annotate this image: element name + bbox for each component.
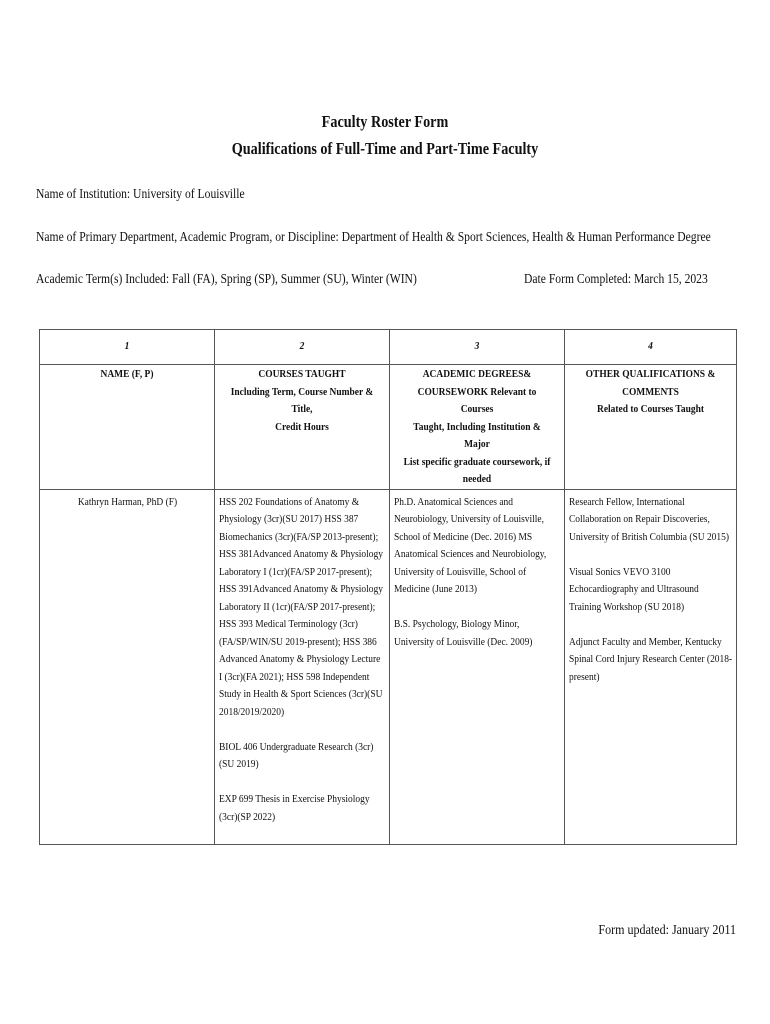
- header-name: NAME (F, P): [100, 368, 154, 380]
- form-updated-footer: Form updated: January 2011: [598, 923, 736, 938]
- courses-taught: [219, 494, 386, 827]
- course-entry: BIOL 406 Undergraduate Research (3cr)(SU 2019): [219, 740, 374, 770]
- column-number: 2: [299, 340, 305, 353]
- header-degrees-line: Taught, Including Institution & Major: [413, 420, 541, 450]
- date-completed: Date Form Completed: March 15, 2023: [524, 271, 708, 286]
- faculty-roster-table: [39, 329, 737, 845]
- qualification-entry: Visual Sonics VEVO 3100 Echocardiography and Ultrasound Training Workshop (SU 2018): [569, 565, 699, 613]
- header-degrees-line: ACADEMIC DEGREES&: [422, 368, 532, 380]
- header-degrees: [402, 366, 552, 489]
- header-qualifications-line: Related to Courses Taught: [597, 403, 704, 415]
- qualification-entry: Research Fellow, International Collaboration on Repair Discoveries, University of British Columbia (SU 2015): [569, 495, 730, 543]
- header-row: [40, 365, 737, 490]
- form-title: Faculty Roster Form: [321, 112, 449, 131]
- form-subtitle: Qualifications of Full-Time and Part-Time Faculty: [231, 139, 539, 158]
- academic-degrees: [394, 494, 561, 652]
- faculty-name: Kathryn Harman, PhD (F): [77, 495, 178, 508]
- course-entry: HSS 202 Foundations of Anatomy & Physiology (3cr)(SU 2017) HSS 387 Biomechanics (3cr)(FA/SP 2013-present); HSS 381Advanced Anatomy & Physiology Laboratory I (1cr)(FA/SP 2017-present); HSS 391Advanced Anatomy & Physiology Laboratory II (1cr)(FA/SP 2017-present); HSS 393 Medical Terminology (3cr)(FA/SP/WIN/SU 2019-present); HSS 386 Advanced Anatomy & Physiology Lecture I (3cr)(FA 2021); HSS 598 Independent Study in Health & Sport Sciences (3cr)(SU 2018/2019/2020): [219, 495, 383, 718]
- header-degrees-line: List specific graduate coursework, if: [403, 455, 551, 468]
- course-entry: EXP 699 Thesis in Exercise Physiology (3cr)(SP 2022): [219, 793, 370, 823]
- header-degrees-line: COURSEWORK Relevant to Courses: [417, 385, 537, 415]
- header-courses-line: Including Term, Course Number & Title,: [230, 385, 374, 415]
- degree-entry: Ph.D. Anatomical Sciences and Neurobiology, University of Louisville, School of Medicine (Dec. 2016) MS Anatomical Sciences and Neurobiology, University of Louisville, School of Medicine (June 2013): [394, 495, 547, 595]
- qualification-entry: Adjunct Faculty and Member, Kentucky Spinal Cord Injury Research Center (2018-present): [569, 635, 733, 683]
- header-qualifications: [577, 366, 724, 419]
- department-line: Name of Primary Department, Academic Program, or Discipline: Department of Health & Sport Sciences, Health & Human Performance Degree: [36, 229, 711, 244]
- institution-line: Name of Institution: University of Louisville: [36, 186, 245, 201]
- other-qualifications: [569, 494, 733, 687]
- header-qualifications-line: COMMENTS: [622, 385, 679, 398]
- table-row: [40, 489, 737, 844]
- column-number: 3: [474, 340, 480, 353]
- header-courses: [227, 366, 377, 436]
- column-number: 4: [648, 340, 653, 353]
- header-courses-line: COURSES TAUGHT: [258, 368, 346, 380]
- column-number: 1: [124, 340, 130, 353]
- column-number-row: [40, 330, 737, 365]
- degree-entry: B.S. Psychology, Biology Minor, University of Louisville (Dec. 2009): [394, 618, 533, 648]
- header-courses-line: Credit Hours: [275, 420, 329, 433]
- header-qualifications-line: OTHER QUALIFICATIONS &: [585, 368, 716, 380]
- terms-line: Academic Term(s) Included: Fall (FA), Spring (SP), Summer (SU), Winter (WIN): [36, 271, 417, 286]
- header-degrees-line: needed: [462, 473, 492, 485]
